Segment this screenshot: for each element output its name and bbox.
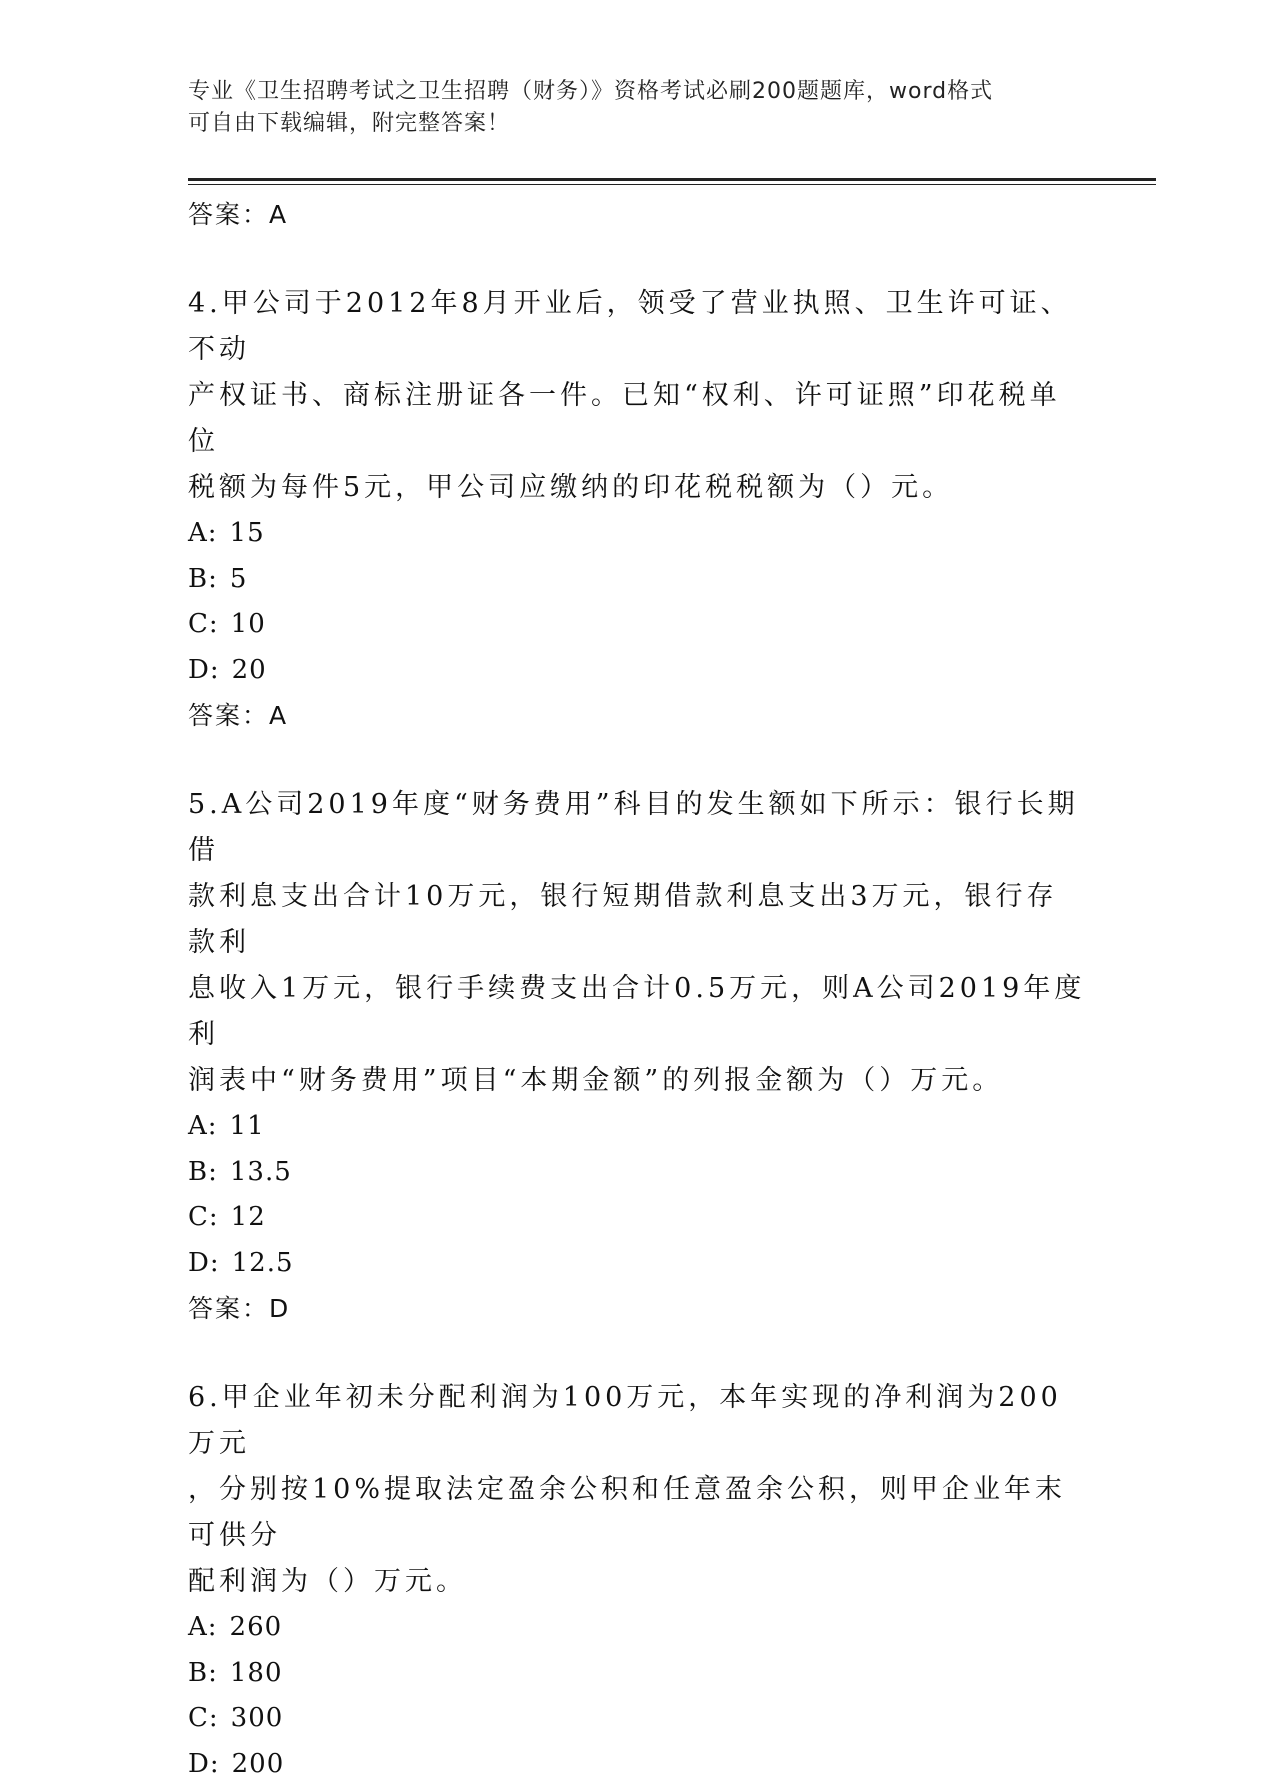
option-letter: D:: [188, 1248, 220, 1278]
option-d: [188, 1742, 1088, 1787]
option-text: 200: [232, 1749, 285, 1779]
option-text: 300: [231, 1703, 284, 1733]
header-line-1: 专业《卫生招聘考试之卫生招聘（财务）》资格考试必刷200题题库，word格式: [188, 76, 1088, 108]
option-c: [188, 1195, 1088, 1241]
option-letter: D:: [188, 1749, 220, 1779]
option-d: [188, 1241, 1088, 1287]
document-header: [188, 76, 1088, 140]
option-d: [188, 648, 1088, 694]
option-text: 12: [231, 1202, 266, 1232]
option-text: 11: [230, 1111, 265, 1141]
option-text: 13.5: [230, 1157, 292, 1187]
option-text: 5: [230, 564, 248, 594]
option-text: 180: [230, 1658, 283, 1688]
question-block: [188, 281, 1088, 739]
option-text: 10: [231, 609, 266, 639]
spacer: [188, 739, 1088, 782]
option-b: [188, 557, 1088, 603]
option-letter: C:: [188, 1703, 219, 1733]
question-line: ，分别按10%提取法定盈余公积和任意盈余公积，则甲企业年末可供分: [188, 1467, 1088, 1559]
answer-line: 答案：A: [188, 693, 1088, 739]
option-letter: A:: [188, 1111, 218, 1141]
question-line: 配利润为（）万元。: [188, 1559, 1088, 1605]
question-line: 4.甲公司于2012年8月开业后，领受了营业执照、卫生许可证、不动: [188, 281, 1088, 373]
question-block: [188, 1375, 1088, 1787]
previous-answer: 答案：A: [188, 192, 1088, 238]
option-c: [188, 1696, 1088, 1742]
option-text: 20: [232, 655, 267, 685]
question-line: 润表中“财务费用”项目“本期金额”的列报金额为（）万元。: [188, 1058, 1088, 1104]
option-b: [188, 1150, 1088, 1196]
option-letter: D:: [188, 655, 220, 685]
option-letter: A:: [188, 518, 218, 548]
option-letter: C:: [188, 1202, 219, 1232]
option-letter: C:: [188, 609, 219, 639]
option-letter: A:: [188, 1612, 218, 1642]
header-rule-thick: [188, 178, 1156, 181]
header-rule-thin: [188, 184, 1156, 185]
answer-line: 答案：D: [188, 1286, 1088, 1332]
option-letter: B:: [188, 1658, 218, 1688]
spacer: [188, 238, 1088, 281]
option-text: 12.5: [232, 1248, 294, 1278]
spacer: [188, 1332, 1088, 1375]
question-line: 税额为每件5元，甲公司应缴纳的印花税税额为（）元。: [188, 465, 1088, 511]
question-line: 息收入1万元，银行手续费支出合计0.5万元，则A公司2019年度利: [188, 966, 1088, 1058]
option-a: [188, 1104, 1088, 1150]
question-line: 款利息支出合计10万元，银行短期借款利息支出3万元，银行存款利: [188, 874, 1088, 966]
option-letter: B:: [188, 1157, 218, 1187]
option-c: [188, 602, 1088, 648]
questions-content: [188, 192, 1088, 1787]
option-a: [188, 1605, 1088, 1651]
question-line: 5.A公司2019年度“财务费用”科目的发生额如下所示：银行长期借: [188, 782, 1088, 874]
question-block: [188, 782, 1088, 1332]
question-line: 6.甲企业年初未分配利润为100万元，本年实现的净利润为200万元: [188, 1375, 1088, 1467]
question-line: 产权证书、商标注册证各一件。已知“权利、许可证照”印花税单位: [188, 373, 1088, 465]
option-b: [188, 1651, 1088, 1697]
option-text: 260: [230, 1612, 283, 1642]
option-a: [188, 511, 1088, 557]
option-text: 15: [230, 518, 265, 548]
option-letter: B:: [188, 564, 218, 594]
header-line-2: 可自由下载编辑，附完整答案！: [188, 108, 1088, 140]
